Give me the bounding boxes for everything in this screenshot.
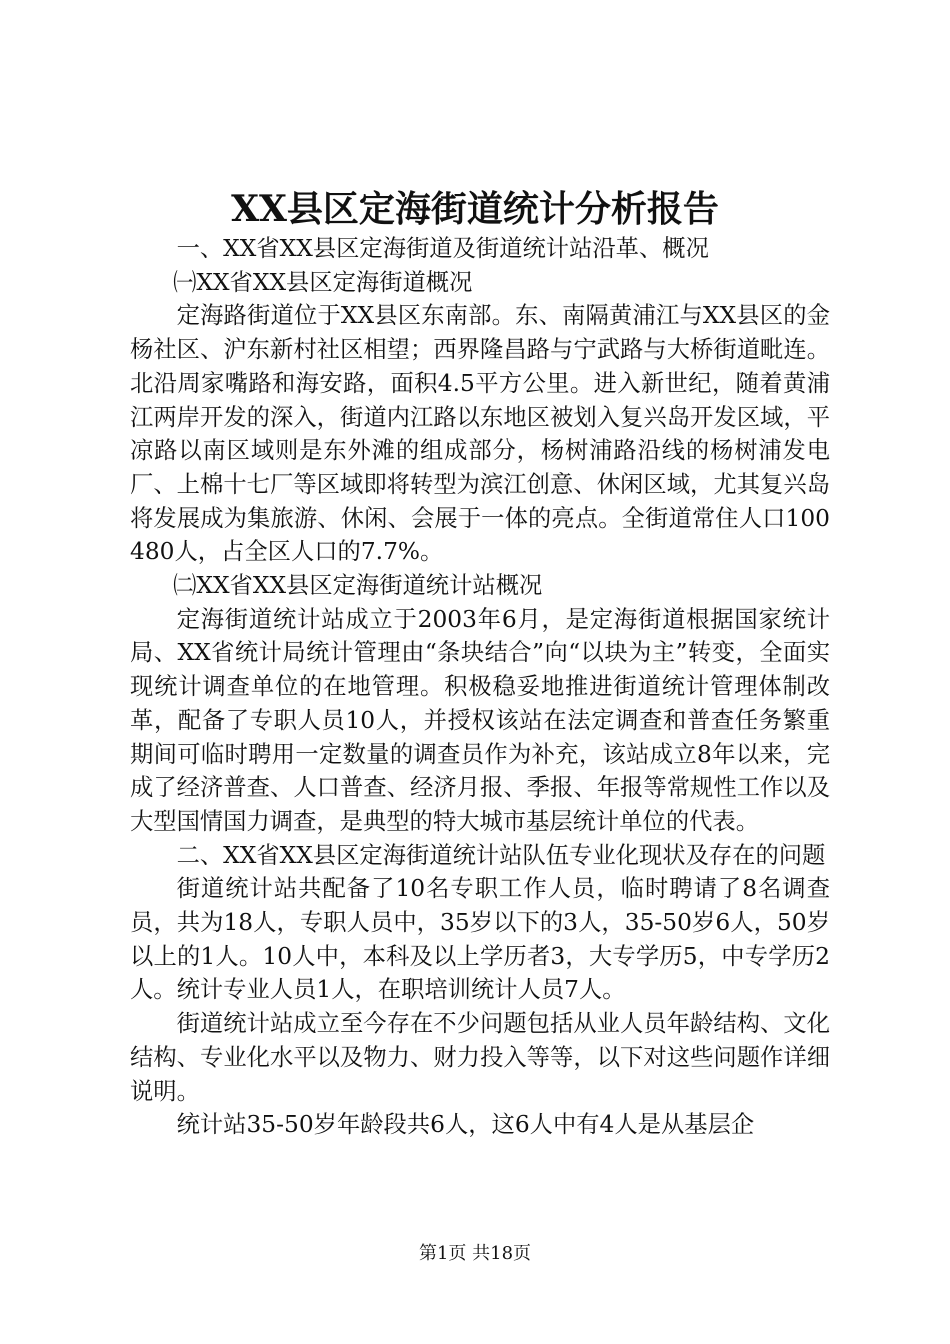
paragraph: 街道统计站成立至今存在不少问题包括从业人员年龄结构、文化结构、专业化水平以及物力、财力投入等等，以下对这些问题作详细说明。 [130,1010,830,1105]
document-title: XX县区定海街道统计分析报告 [231,188,719,230]
paragraph: 街道统计站共配备了10名专职工作人员，临时聘请了8名调查员，共为18人，专职人员中，35岁以下的3人，35-50岁6人，50岁以上的1人。10人中，本科及以上学历者3，大专学历5，中专学历2人。统计专业人员1人，在职培训统计人员7人。 [130,875,830,1004]
subsection-heading-2: ㈡XX省XX县区定海街道统计站概况 [173,572,543,600]
paragraph: 定海路街道位于XX县区东南部。东、南隔黄浦江与XX县区的金杨社区、沪东新村社区相望；西界隆昌路与宁武路与大桥街道毗连。北沿周家嘴路和海安路，面积4.5平方公里。进入新世纪，随着黄浦江两岸开发的深入，街道内江路以东地区被划入复兴岛开发区域，平凉路以南区域则是东外滩的组成部分，杨树浦路沿线的杨树浦发电厂、上棉十七厂等区域即将转型为滨江创意、休闲区域，尤其复兴岛将发展成为集旅游、休闲、会展于一体的亮点。全街道常住人口100480人，占全区人口的7.7%。 [130,302,830,566]
subsection-heading-1: ㈠XX省XX县区定海街道概况 [173,268,473,296]
page-number-footer: 第1页 共18页 [418,1243,532,1264]
paragraph: 定海街道统计站成立于2003年6月，是定海街道根据国家统计局、XX省统计局统计管理由“条块结合”向“以块为主”转变，全面实现统计调查单位的在地管理。积极稳妥地推进街道统计管理体制改革，配备了专职人员10人，并授权该站在法定调查和普查任务繁重期间可临时聘用一定数量的调查员作为补充，该站成立8年以来，完成了经济普查、人口普查、经济月报、季报、年报等常规性工作以及大型国情国力调查，是典型的特大城市基层统计单位的代表。 [130,605,830,835]
paragraph: 统计站35-50岁年龄段共6人，这6人中有4人是从基层企 [176,1111,755,1139]
document-body [130,232,830,1142]
section-heading-2: 二、XX省XX县区定海街道统计站队伍专业化现状及存在的问题 [176,841,826,869]
section-heading-1: 一、XX省XX县区定海街道及街道统计站沿革、概况 [176,235,709,262]
